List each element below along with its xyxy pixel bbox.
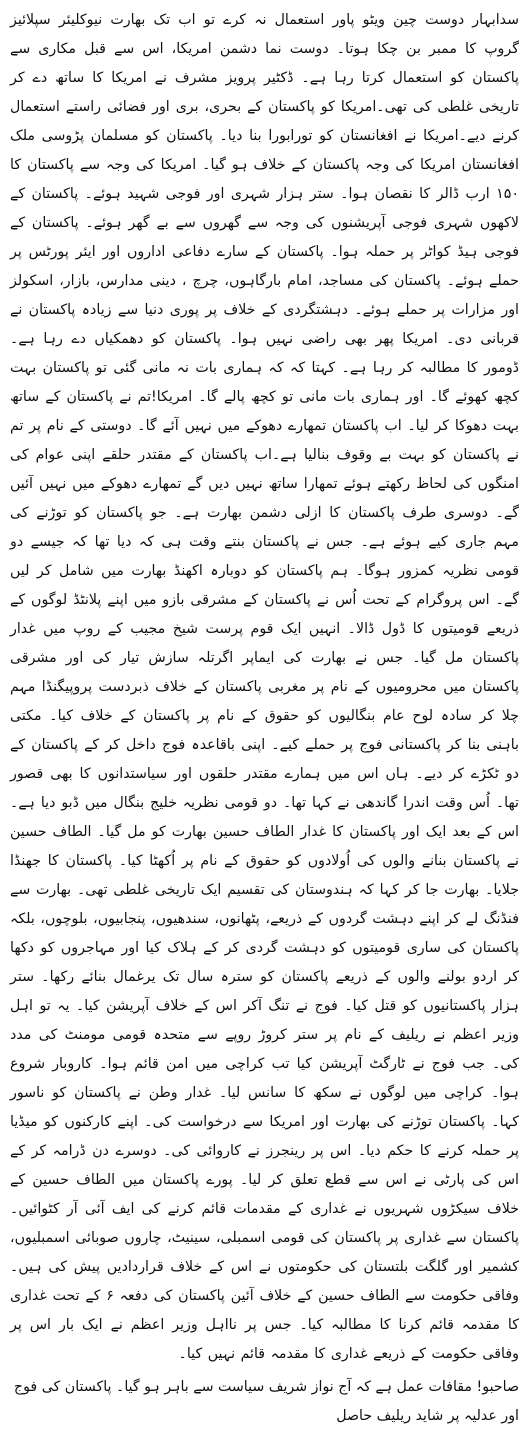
article-body: سدابہار دوست چین ویٹو پاور استعمال نہ کرے تو اب تک بھارت نیوکلیئر سپلائیز گروپ کا ممبر بن چکا ہوتا۔ دوست نما دشمن امریکا، اس سے قبل مکاری سے پاکستان کو استعمال کرتا رہا ہے۔ ڈکٹیر پرویز مشرف نے امریکا کا ساتھ دے کر تاریخی غلطی کی تھی۔امریکا کو پاکستان کے بحری، بری اور فضائی راستے استعمال کرنے دیے۔امریکا نے افغانستان کو تورابورا بنا دیا۔ پاکستان کو مسلمان پڑوسی ملک افغانستان امریکا کی وجہ پاکستان کے خلاف ہو گیا۔ امریکا کی وجہ سے پاکستان کا ۱۵۰ ارب ڈالر کا نقصان ہوا۔ ستر ہزار شہری اور فوجی شہید ہوئے۔ پاکستان کے لاکھوں شہری فوجی آپریشنوں کی وجہ سے گھروں سے بے گھر ہوئے۔ پاکستان کے فوجی ہیڈ کواٹر پر حملہ ہوا۔ پاکستان کے سارے دفاعی اداروں اور ایئر پورٹس پر حملے ہوئے۔ پاکستان کی مساجد، امام بارگاہوں، چرچ ، دینی مدارس، بازار، اسکولز اور مزارات پر حملے ہوئے۔ دہشتگردی کے خلاف پر پوری دنیا سے زیادہ پاکستان نے قربانی دی۔ امریکا پھر بھی راضی نہیں ہوا۔ پاکستان کو دھمکیاں دے رہا ہے۔ ڈومور کا مطالبہ کر رہا ہے۔ کہتا کہ کہ ہماری بات نہ مانی گئی تو پاکستان بہت کچھ کھوئے گا۔ اور ہماری بات مانی تو کچھ پالے گا۔ امریکا!تم نے پاکستان کے ساتھ بہت دھوکا کر لیا۔ اب پاکستان تمھارے دھوکے میں نہیں آئے گا۔ دوستی کے نام پر تم نے پاکستان کو بہت بے وقوف بنالیا ہے۔اب پاکستان کے مقتدر حلقے اپنی عوام کی امنگوں کی لحاظ رکھتے ہوئے تمھارا ساتھ نہیں دیں گے تمھارے دھوکے میں نہیں آئیں گے۔ دوسری طرف پاکستان کا ازلی دشمن بھارت ہے۔ جو پاکستان کو توڑنے کی مہم جاری کیے ہوئے ہے۔ جس نے پاکستان بنتے وقت ہی کہ دیا تھا کہ جیسے دو قومی نظریہ کمزور ہوگا۔ ہم پاکستان کو دوبارہ اکھنڈ بھارت میں شامل کر لیں گے۔ اس پروگرام کے تحت اُس نے پاکستان کے مشرقی بازو میں اپنے پلانٹڈ لوگوں کے ذریعے قومیتوں کا ڈول ڈالا۔ انہیں ایک قوم پرست شیخ مجیب کے روپ میں غدار پاکستان مل گیا۔ جس نے بھارت کی ایماپر اگرتلہ سازش تیار کی اور مشرقی پاکستان میں محرومیوں کے نام پر مغربی پاکستان کے خلاف ذبردست پروپیگنڈا مہم چلا کر سادہ لوح عام بنگالیوں کو حقوق کے نام پر پاکستان کے خلاف کیا۔ مکتی باہنی بنا کر پاکستانی فوج پر حملے کیے۔ اپنی باقاعدہ فوج داخل کر کے پاکستان کے دو ٹکڑے کر دیے۔ ہاں اس میں ہمارے مقتدر حلقوں اور سیاستدانوں کا بھی قصور تھا۔ اُس وقت اندرا گاندھی نے کہا تھا۔ دو قومی نظریہ خلیج بنگال میں ڈبو دیا ہے۔ اس کے بعد ایک اور پاکستان کا غدار الطاف حسین بھارت کو مل گیا۔ الطاف حسین نے پاکستان بنانے والوں کی اُولادوں کو حقوق کے نام پر اُکھٹا کیا۔ پاکستان کا جھنڈا جلایا۔ بھارت جا کر کہا کہ ہندوستان کی تقسیم ایک تاریخی غلطی تھی۔ بھارت سے فنڈنگ لے کر اپنے دہشت گردوں کے ذریعے، پٹھانوں، سندھیوں، پنجابیوں، بلوچوں، بلکہ پاکستان کی ساری قومیتوں کو دہشت گردی کر کے ہلاک کیا اور مہاجروں کو دکھا کر اردو بولنے والوں کے ذریعے پاکستان کو سترہ سال تک یرغمال بنائے رکھا۔ ستر ہزار پاکستانیوں کو قتل کیا۔ فوج نے تنگ آکر اس کے خلاف آپریشن کیا۔ یہ تو اہل وزیر اعظم نے ریلیف کے نام پر ستر کروڑ روپے سے متحدہ قومی مومنٹ کی مدد کی۔ جب فوج نے ٹارگٹ آپریشن کیا تب کراچی میں امن قائم ہوا۔ کاروبار شروع ہوا۔ کراچی میں لوگوں نے سکھ کا سانس لیا۔ غدار وطن نے پاکستان کو ناسور کہا۔ پاکستان توڑنے کی بھارت اور امریکا سے درخواست کی۔ اپنے کارکنوں کو میڈیا پر حملہ کرنے کا حکم دیا۔ اس پر رینجرز نے کاروائی کی۔ دوسرے دن ڈرامہ کر کے اس کی پارٹی نے اس سے قطع تعلق کر لیا۔ پورے پاکستان میں الطاف حسین کے خلاف سیکڑوں شہریوں نے غداری کے مقدمات قائم کرنے کی ایف آئی آر کٹوائیں۔ پاکستان سے غداری پر پاکستان کی قومی اسمبلی، سینیٹ، چاروں صوبائی اسمبلیوں، کشمیر اور گلگت بلتستان کی حکومتوں نے اس کے خلاف قراردادیں پیش کی ہیں۔ وفاقی حکومت سے الطاف حسین کے خلاف آئین پاکستان کی دفعہ ۶ کے تحت غداری کا مقدمہ قائم کرنا کا مطالبہ کیا۔ جس پر نااہل وزیر اعظم نے ایک بار اس پر وفاقی حکومت کے ذریعے غداری کا مقدمہ قائم نہیں کیا۔: [10, 12, 519, 1362]
article-closing-line: صاحبو! مقافات عمل ہے کہ آج نواز شریف سیاست سے باہر ہو گیا۔ پاکستان کی فوج اور عدلیہ پر شاید ریلیف حاصل: [13, 1379, 519, 1424]
